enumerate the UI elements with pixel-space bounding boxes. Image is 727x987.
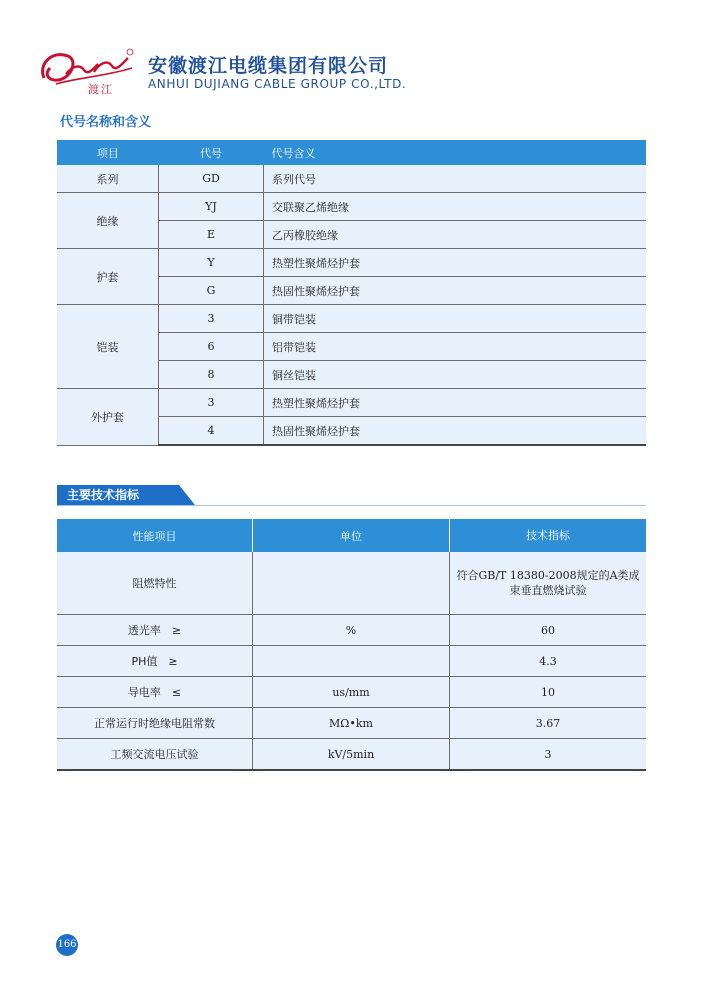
company-name-en: ANHUI DUJIANG CABLE GROUP CO.,LTD.	[148, 77, 407, 91]
code-cell: YJ	[159, 193, 264, 221]
table-row	[57, 615, 646, 646]
unit-cell	[253, 552, 450, 615]
code-cell: 3	[159, 305, 264, 333]
table-row	[57, 677, 646, 708]
meaning-cell: 铜丝铠装	[264, 361, 647, 389]
group-label: 铠装	[57, 305, 159, 389]
column-header: 代号	[159, 140, 264, 165]
item-cell: 工频交流电压试验	[57, 739, 253, 771]
group-label: 外护套	[57, 389, 159, 446]
column-header: 单位	[253, 519, 450, 552]
meaning-cell: 系列代号	[264, 165, 647, 193]
code-cell: 4	[159, 417, 264, 446]
value-cell: 4.3	[450, 646, 647, 677]
code-cell: GD	[159, 165, 264, 193]
code-cell: 6	[159, 333, 264, 361]
code-cell: Y	[159, 249, 264, 277]
table-row	[57, 646, 646, 677]
item-cell: 透光率 ≥	[57, 615, 253, 646]
item-cell: 阻燃特性	[57, 552, 253, 615]
unit-cell: MΩ•km	[253, 708, 450, 739]
group-label: 绝缘	[57, 193, 159, 249]
item-cell: 正常运行时绝缘电阻常数	[57, 708, 253, 739]
table-row	[57, 305, 646, 333]
code-cell: 3	[159, 389, 264, 417]
section-title-specs: 主要技术指标	[67, 488, 140, 502]
table-row	[57, 193, 646, 221]
unit-cell: us/mm	[253, 677, 450, 708]
column-header: 性能项目	[57, 519, 253, 552]
code-cell: 8	[159, 361, 264, 389]
company-logo	[36, 44, 136, 100]
divider	[57, 505, 646, 506]
table-header-row	[57, 519, 646, 552]
meaning-cell: 铜带铠装	[264, 305, 647, 333]
unit-cell	[253, 646, 450, 677]
section-title-codes: 代号名称和含义	[60, 115, 152, 130]
meaning-cell: 热塑性聚烯烃护套	[264, 249, 647, 277]
table-row	[57, 552, 646, 615]
table-row	[57, 739, 646, 771]
table-row	[57, 249, 646, 277]
meaning-cell: 热塑性聚烯烃护套	[264, 389, 647, 417]
item-cell: PH值 ≥	[57, 646, 253, 677]
value-cell	[450, 552, 647, 615]
code-cell: G	[159, 277, 264, 305]
table-row	[57, 389, 646, 417]
value-text: 符合GB/T 18380-2008规定的A类成束垂直燃烧试验	[456, 569, 640, 597]
company-name-cn: 安徽渡江电缆集团有限公司	[148, 55, 389, 77]
meaning-cell: 乙丙橡胶绝缘	[264, 221, 647, 249]
code-table	[57, 140, 646, 446]
table-row	[57, 708, 646, 739]
group-label: 护套	[57, 249, 159, 305]
spec-table	[57, 519, 646, 771]
value-cell: 60	[450, 615, 647, 646]
unit-cell: kV/5min	[253, 739, 450, 771]
column-header: 项目	[57, 140, 159, 165]
value-cell: 3	[450, 739, 647, 771]
meaning-cell: 交联聚乙烯绝缘	[264, 193, 647, 221]
meaning-cell: 热固性聚烯烃护套	[264, 417, 647, 446]
value-cell: 3.67	[450, 708, 647, 739]
code-cell: E	[159, 221, 264, 249]
table-header-row	[57, 140, 646, 165]
meaning-cell: 铝带铠装	[264, 333, 647, 361]
group-label: 系列	[57, 165, 159, 193]
table-row	[57, 165, 646, 193]
column-header: 技术指标	[450, 519, 647, 552]
value-cell: 10	[450, 677, 647, 708]
page-number: 166	[56, 934, 78, 956]
column-header: 代号含义	[264, 140, 647, 165]
meaning-cell: 热固性聚烯烃护套	[264, 277, 647, 305]
item-cell: 导电率 ≤	[57, 677, 253, 708]
unit-cell: %	[253, 615, 450, 646]
logo-text: 渡江	[88, 83, 114, 96]
